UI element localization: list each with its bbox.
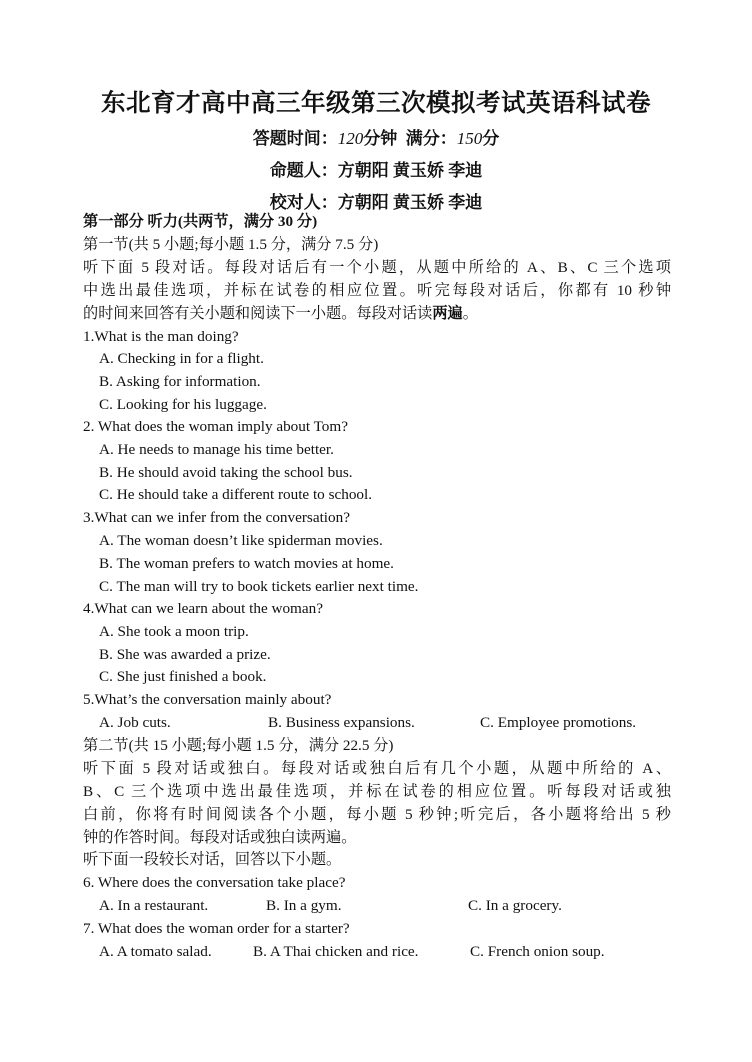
question-2-option-c: C. He should take a different route to school.	[99, 486, 373, 503]
section1-heading: 第一节(共 5 小题;每小题 1.5 分，满分 7.5 分)	[83, 236, 379, 253]
question-6-option-a: A. In a restaurant.	[99, 897, 209, 914]
question-7-option-b: B. A Thai chicken and rice.	[253, 943, 419, 960]
question-3-option-c: C. The man will try to book tickets earlier next time.	[99, 578, 419, 595]
exam-time-score-line	[0, 124, 752, 149]
exam-title: 东北育才高中高三年级第三次模拟考试英语科试卷	[101, 90, 651, 117]
score-value: 150	[456, 129, 483, 148]
time-value: 120	[337, 129, 364, 148]
question-7-option-a: A. A tomato salad.	[99, 943, 212, 960]
question-1-stem: 1.What is the man doing?	[83, 328, 239, 345]
section1-instructions-3c: 。	[462, 305, 478, 322]
section2-instructions-2: B、C 三个选项中选出最佳选项，并标在试卷的相应位置。听每段对话或独	[83, 783, 671, 800]
section2-instructions-1: 听下面 5 段对话或独白。每段对话或独白后有几个小题，从题中所给的 A、	[83, 760, 671, 777]
score-unit: 分	[482, 129, 500, 148]
question-4-stem: 4.What can we learn about the woman?	[83, 600, 323, 617]
time-unit: 分钟	[363, 129, 398, 148]
section2-instructions-4: 钟的作答时间。每段对话或独白读两遍。	[83, 829, 357, 846]
question-6-option-b: B. In a gym.	[266, 897, 342, 914]
part1-heading: 第一部分 听力(共两节，满分 30 分)	[83, 213, 318, 230]
question-2-stem: 2. What does the woman imply about Tom?	[83, 418, 348, 435]
question-7-stem: 7. What does the woman order for a starter?	[83, 920, 350, 937]
section2-instructions-3: 白前，你将有时间阅读各个小题，每小题 5 秒钟;听完后，各小题将给出 5 秒	[83, 806, 671, 823]
question-5-option-c: C. Employee promotions.	[480, 714, 637, 731]
question-2-option-a: A. He needs to manage his time better.	[99, 441, 334, 458]
section1-instructions-3a: 的时间来回答有关小题和阅读下一小题。每段对话读	[83, 305, 433, 322]
section2-instructions-5: 听下面一段较长对话，回答以下小题。	[83, 851, 342, 868]
section1-instructions-emphasis: 两遍	[432, 305, 463, 322]
section1-instructions-3	[83, 303, 478, 325]
question-3-stem: 3.What can we infer from the conversation?	[83, 509, 350, 526]
question-6-stem: 6. Where does the conversation take place?	[83, 874, 346, 891]
section2-heading: 第二节(共 15 小题;每小题 1.5 分，满分 22.5 分)	[83, 737, 394, 754]
question-6-option-c: C. In a grocery.	[468, 897, 562, 914]
question-4-option-b: B. She was awarded a prize.	[99, 646, 271, 663]
question-2-option-b: B. He should avoid taking the school bus.	[99, 464, 353, 481]
section1-instructions-1: 听下面 5 段对话。每段对话后有一个小题，从题中所给的 A、B、C 三个选项	[83, 259, 671, 276]
authors-line: 命题人：方朝阳 黄玉娇 李迪	[269, 161, 483, 180]
checkers-line: 校对人：方朝阳 黄玉娇 李迪	[269, 193, 483, 212]
time-label: 答题时间：	[252, 129, 338, 148]
score-label: 满分：	[405, 129, 457, 148]
question-3-option-a: A. The woman doesn’t like spiderman movies.	[99, 532, 383, 549]
question-5-option-b: B. Business expansions.	[268, 714, 415, 731]
question-4-option-a: A. She took a moon trip.	[99, 623, 249, 640]
question-1-option-a: A. Checking in for a flight.	[99, 350, 264, 367]
question-1-option-b: B. Asking for information.	[99, 373, 261, 390]
question-1-option-c: C. Looking for his luggage.	[99, 396, 267, 413]
question-3-option-b: B. The woman prefers to watch movies at home.	[99, 555, 394, 572]
question-4-option-c: C. She just finished a book.	[99, 668, 267, 685]
section1-instructions-2: 中选出最佳选项，并标在试卷的相应位置。听完每段对话后，你都有 10 秒钟	[83, 282, 671, 299]
question-5-stem: 5.What’s the conversation mainly about?	[83, 691, 332, 708]
question-7-option-c: C. French onion soup.	[470, 943, 605, 960]
question-5-option-a: A. Job cuts.	[99, 714, 171, 731]
